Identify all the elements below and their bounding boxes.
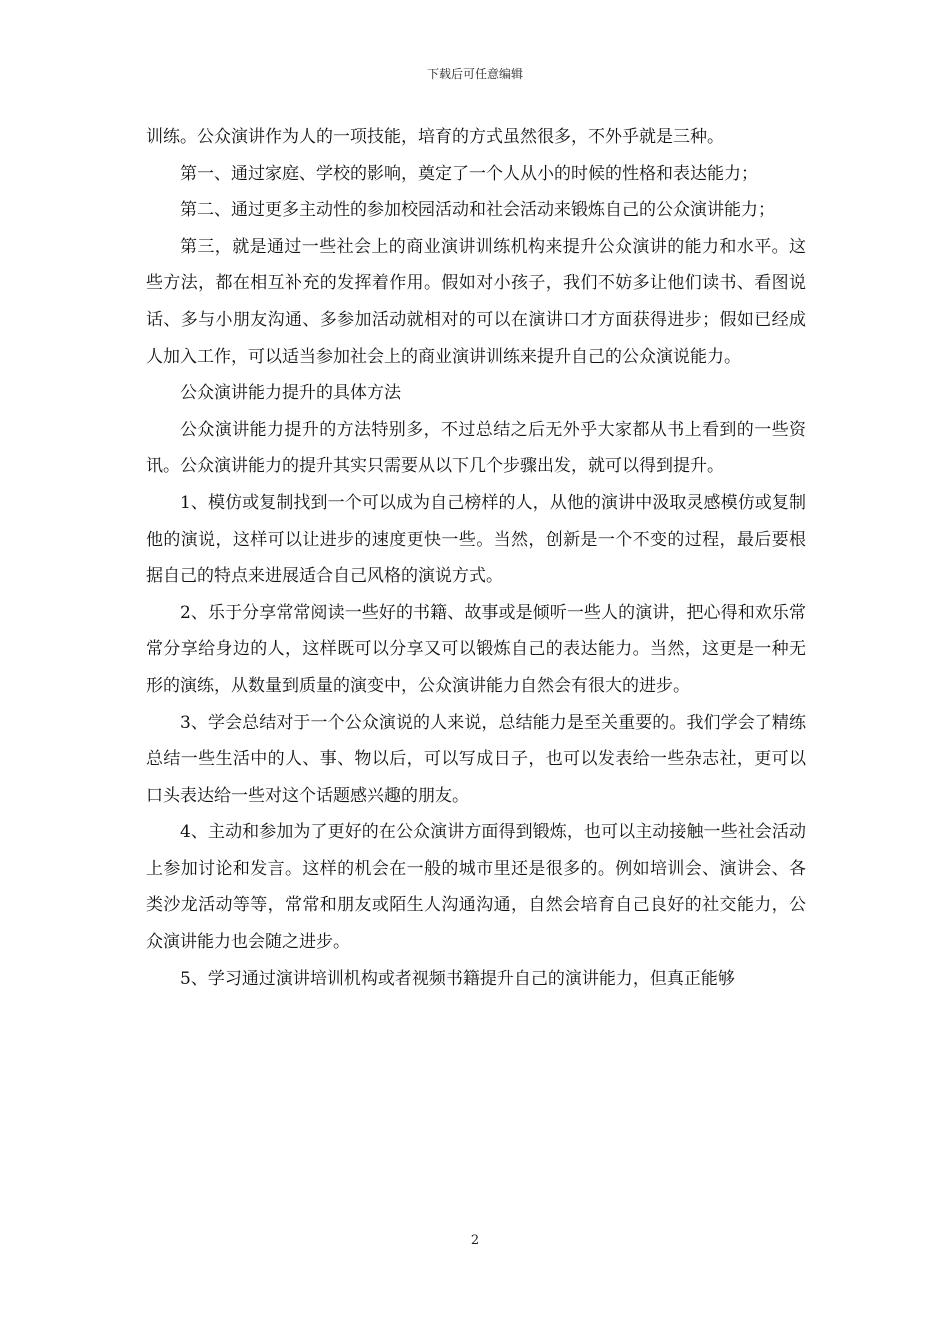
document-body	[146, 119, 806, 997]
paragraph-step-1: 1、模仿或复制找到一个可以成为自己榜样的人，从他的演讲中汲取灵感模仿或复制他的演说，这样可以让进步的速度更快一些。当然，创新是一个不变的过程，最后要根据自己的特点来进展适合自己风格的演说方式。	[146, 492, 806, 587]
paragraph-second-method: 第二、通过更多主动性的参加校园活动和社会活动来锻炼自己的公众演讲能力；	[180, 200, 775, 221]
paragraph-first-method: 第一、通过家庭、学校的影响，奠定了一个人从小的时候的性格和表达能力；	[180, 163, 758, 184]
paragraph-step-5: 5、学习通过演讲培训机构或者视频书籍提升自己的演讲能力，但真正能够	[180, 968, 735, 989]
page-header: 下载后可任意编辑	[426, 67, 523, 81]
paragraph-third-method: 第三，就是通过一些社会上的商业演讲训练机构来提升公众演讲的能力和水平。这些方法，都在相互补充的发挥着作用。假如对小孩子，我们不妨多让他们读书、看图说话、多与小朋友沟通、多参加活动就相对的可以在演讲口才方面获得进步；假如已经成人加入工作，可以适当参加社会上的商业演讲训练来提升自己的公众演说能力。	[146, 236, 806, 367]
page-number: 2	[470, 1233, 480, 1248]
section-heading: 公众演讲能力提升的具体方法	[180, 383, 401, 404]
paragraph-intro: 公众演讲能力提升的方法特别多，不过总结之后无外乎大家都从书上看到的一些资讯。公众演讲能力的提升其实只需要从以下几个步骤出发，就可以得到提升。	[146, 419, 806, 477]
paragraph-step-2: 2、乐于分享常常阅读一些好的书籍、故事或是倾听一些人的演讲，把心得和欢乐常常分享给身边的人，这样既可以分享又可以锻炼自己的表达能力。当然，这更是一种无形的演练，从数量到质量的演变中，公众演讲能力自然会有很大的进步。	[146, 602, 806, 696]
paragraph-step-3: 3、学会总结对于一个公众演说的人来说，总结能力是至关重要的。我们学会了精练总结一些生活中的人、事、物以后，可以写成日子，也可以发表给一些杂志社，更可以口头表达给一些对这个话题感兴趣的朋友。	[146, 712, 806, 806]
paragraph-step-4: 4、主动和参加为了更好的在公众演讲方面得到锻炼，也可以主动接触一些社会活动上参加讨论和发言。这样的机会在一般的城市里还是很多的。例如培训会、演讲会、各类沙龙活动等等，常常和朋友或陌生人沟通沟通，自然会培育自己良好的社交能力，公众演讲能力也会随之进步。	[146, 822, 806, 953]
paragraph-continuation: 训练。公众演讲作为人的一项技能，培育的方式虽然很多，不外乎就是三种。	[146, 127, 724, 147]
